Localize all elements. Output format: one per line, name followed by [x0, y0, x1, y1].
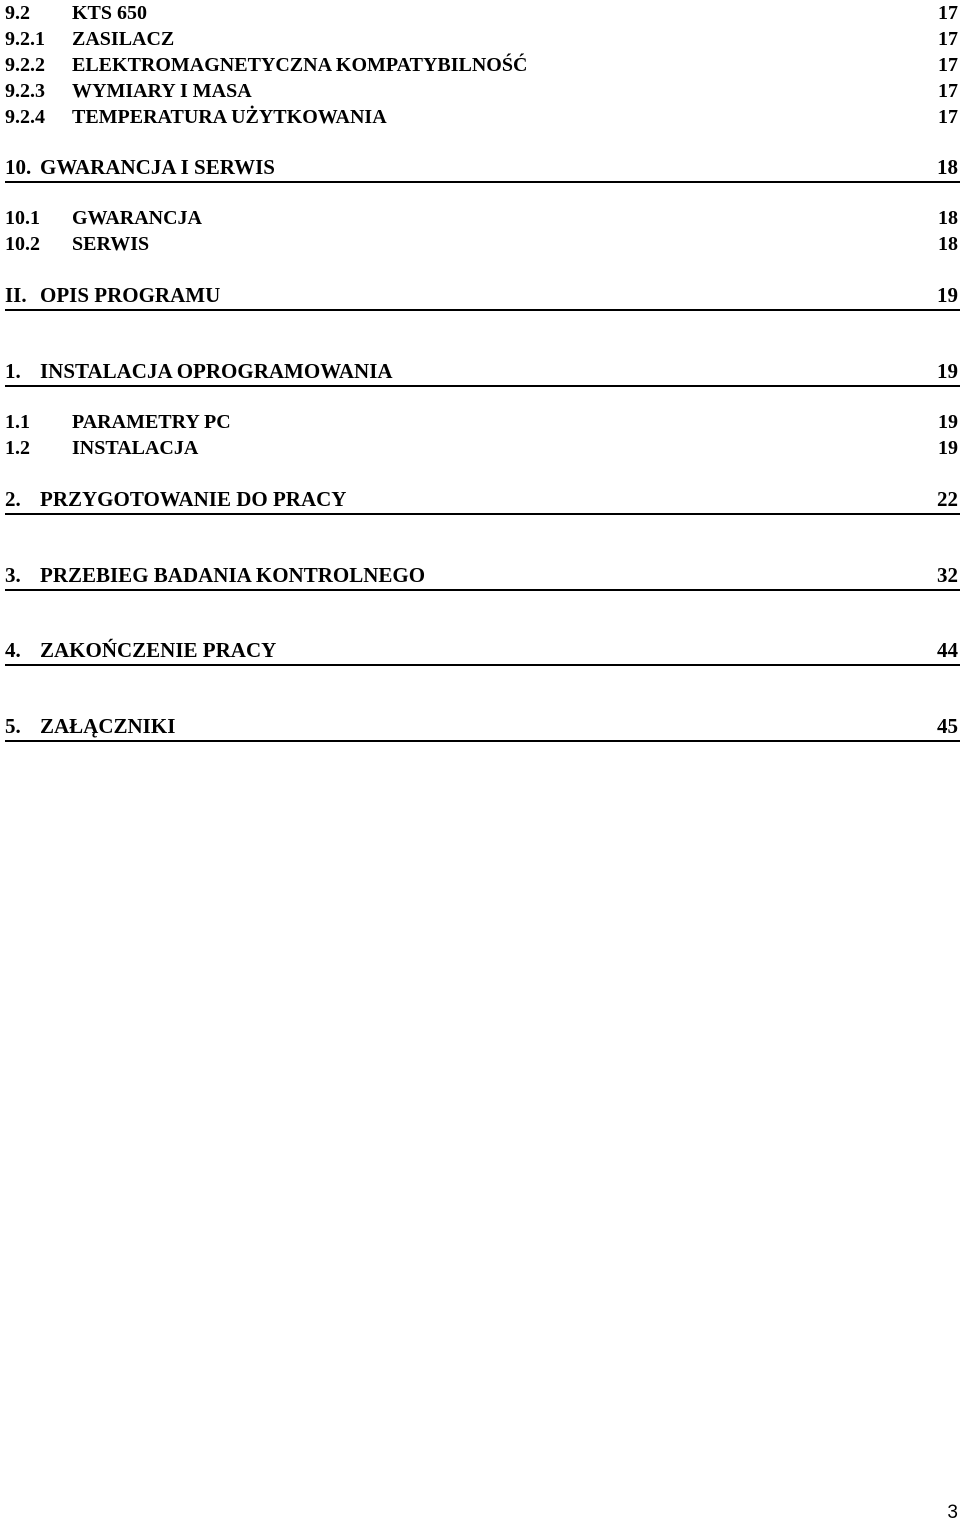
toc-entry-chapter[interactable] [5, 359, 960, 387]
toc-entry-number: 2. [5, 487, 21, 511]
toc-entry-page: 19 [937, 359, 958, 383]
toc-entry-title: ZAŁĄCZNIKI [40, 714, 176, 738]
toc-entry-number: 10.2 [5, 233, 40, 255]
toc-entry-number: 10. [5, 155, 32, 179]
toc-entry-page: 44 [937, 638, 958, 662]
toc-entry-page: 45 [937, 714, 958, 738]
toc-entry-chapter[interactable] [5, 487, 960, 515]
toc-entry[interactable] [5, 27, 960, 51]
toc-entry-number: 9.2 [5, 2, 30, 24]
toc-entry[interactable] [5, 1, 960, 25]
toc-entry-title: ZAKOŃCZENIE PRACY [40, 638, 277, 662]
toc-entry[interactable] [5, 53, 960, 77]
toc-entry[interactable] [5, 232, 960, 256]
toc-entry-title: OPIS PROGRAMU [40, 283, 221, 307]
toc-entry-chapter[interactable] [5, 714, 960, 742]
toc-entry-page: 17 [938, 2, 958, 24]
toc-entry-title: GWARANCJA [72, 207, 202, 229]
toc-entry-title: INSTALACJA [72, 437, 199, 459]
toc-entry-number: 9.2.4 [5, 106, 45, 128]
toc-entry-title: ZASILACZ [72, 28, 175, 50]
toc-entry-page: 18 [937, 155, 958, 179]
toc-entry-title: KTS 650 [72, 2, 148, 24]
toc-entry-page: 19 [937, 283, 958, 307]
toc-entry-number: 9.2.3 [5, 80, 45, 102]
page-number: 3 [947, 1502, 958, 1523]
toc-entry-title: SERWIS [72, 233, 150, 255]
toc-entry-number: 1.1 [5, 411, 30, 433]
toc-entry-title: PARAMETRY PC [72, 411, 231, 433]
toc-entry-page: 17 [938, 80, 958, 102]
toc-entry-page: 19 [938, 411, 958, 433]
toc-entry-chapter[interactable] [5, 638, 960, 666]
toc-entry-page: 17 [938, 54, 958, 76]
toc-entry-title: PRZYGOTOWANIE DO PRACY [40, 487, 347, 511]
toc-entry[interactable] [5, 79, 960, 103]
toc-entry-number: 1. [5, 359, 21, 383]
toc-entry-page: 19 [938, 437, 958, 459]
toc-entry-page: 17 [938, 106, 958, 128]
toc-entry-chapter[interactable] [5, 563, 960, 591]
toc-entry-number: 9.2.1 [5, 28, 45, 50]
toc-entry-number: 3. [5, 563, 21, 587]
toc-entry-number: II. [5, 283, 27, 307]
toc-entry-title: ELEKTROMAGNETYCZNA KOMPATYBILNOŚĆ [72, 54, 528, 76]
toc-entry-title: WYMIARY I MASA [72, 80, 252, 102]
toc-entry-number: 9.2.2 [5, 54, 45, 76]
toc-entry-title: INSTALACJA OPROGRAMOWANIA [40, 359, 393, 383]
toc-entry-number: 1.2 [5, 437, 30, 459]
toc-entry-page: 32 [937, 563, 958, 587]
toc-entry-chapter[interactable] [5, 155, 960, 183]
toc-entry-title: PRZEBIEG BADANIA KONTROLNEGO [40, 563, 426, 587]
toc-entry-page: 22 [937, 487, 958, 511]
toc-entry-page: 17 [938, 28, 958, 50]
toc-entry-number: 4. [5, 638, 21, 662]
toc-entry-number: 5. [5, 714, 21, 738]
toc-entry[interactable] [5, 105, 960, 129]
toc-entry-page: 18 [938, 233, 958, 255]
toc-entry[interactable] [5, 206, 960, 230]
toc-entry-part[interactable] [5, 283, 960, 311]
toc-entry-title: GWARANCJA I SERWIS [40, 155, 275, 179]
toc-entry-page: 18 [938, 207, 958, 229]
toc-entry[interactable] [5, 436, 960, 460]
toc-entry[interactable] [5, 410, 960, 434]
toc-entry-number: 10.1 [5, 207, 40, 229]
toc-entry-title: TEMPERATURA UŻYTKOWANIA [72, 106, 387, 128]
